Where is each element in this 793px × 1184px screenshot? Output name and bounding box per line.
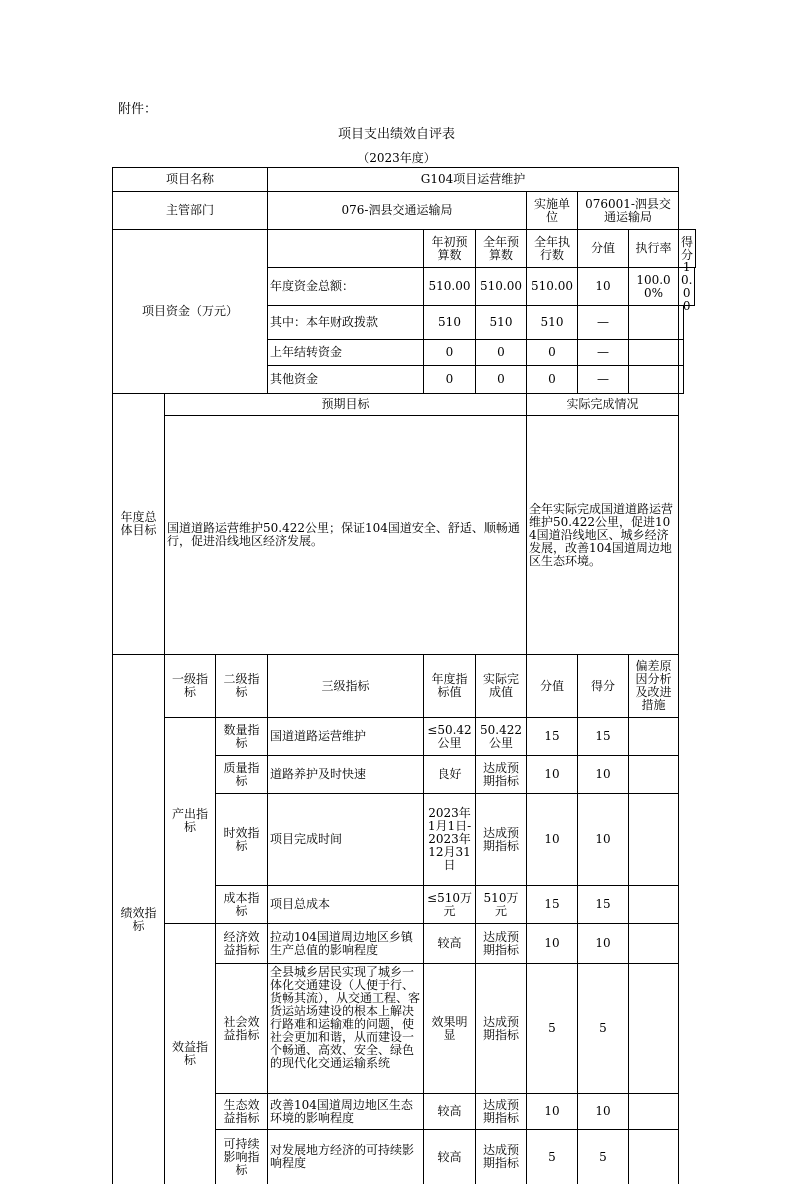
indicator-row-actual — [475, 1093, 527, 1130]
department-label-text: 主管部门 — [165, 203, 214, 217]
indicator-row-actual — [475, 923, 527, 964]
indicator-row-actual — [475, 793, 527, 886]
funds-header-3-text: 分值 — [590, 241, 615, 255]
indicator-row-score-text: 10 — [544, 832, 560, 846]
indicator-row-actual-text: 达成预期指标 — [482, 929, 519, 957]
funds-row-c1 — [423, 365, 476, 394]
indicator-row-score — [526, 885, 578, 924]
funds-row-c2-text: 0 — [497, 345, 505, 359]
funds-header-0 — [423, 229, 476, 268]
funds-row-c3-text: 0 — [548, 345, 556, 359]
funds-row-name-text: 其中：本年财政拨款 — [270, 315, 379, 329]
indicator-row-level3 — [267, 885, 424, 924]
indicator-row-target-text: ≤50.42公里 — [427, 722, 472, 750]
funds-row-c2 — [475, 267, 527, 306]
indicator-row-level3-text: 对发展地方经济的可持续影响程度 — [270, 1143, 415, 1170]
indicator-row-level2-text: 经济效益指标 — [223, 929, 260, 957]
funds-row-rate-text: 100.00% — [636, 272, 671, 300]
indicator-row-got — [577, 717, 629, 756]
funds-header-3 — [577, 229, 629, 268]
department-value — [267, 191, 527, 230]
indicator-row-target-text: 较高 — [437, 1149, 462, 1164]
funds-row-got — [678, 305, 684, 340]
goals-expected-text — [164, 415, 527, 655]
goals-expected-text-text: 国道道路运营维护50.422公里；保证104国道安全、舒适、顺畅通行，促进沿线地区经济发展。 — [167, 521, 520, 548]
indicator-row-actual-text: 达成预期指标 — [482, 825, 519, 853]
indicator-row-level3 — [267, 793, 424, 886]
indicator-group-output — [164, 717, 216, 924]
indicator-row-got-text: 5 — [599, 1021, 607, 1035]
indicator-row-actual-text: 50.422公里 — [480, 722, 522, 750]
indicator-row-score-text: 5 — [548, 1149, 556, 1164]
funds-row-rate — [628, 339, 679, 366]
indicator-row-note — [628, 717, 679, 756]
funds-header-4-text: 执行率 — [635, 241, 672, 255]
indicator-row-actual-text: 达成预期指标 — [482, 1143, 519, 1170]
funds-row-score-text: 10 — [595, 279, 611, 293]
indicator-group-output-text: 产出指标 — [171, 806, 208, 834]
funds-row-got-text: 10.00 — [681, 259, 693, 313]
indicator-row-target-text: 较高 — [437, 1104, 462, 1118]
indicator-row-target-text: 较高 — [437, 936, 462, 950]
implementer-label — [526, 191, 578, 230]
funds-header-4 — [628, 229, 679, 268]
indicator-header-level1 — [164, 654, 216, 718]
indicator-row-level2 — [215, 1093, 268, 1130]
indicator-row-got — [577, 963, 629, 1094]
indicator-row-level2 — [215, 963, 268, 1094]
indicator-group-benefit — [164, 923, 216, 1184]
goals-expected-header-text: 预期目标 — [321, 397, 370, 411]
implementer-label-text: 实施单位 — [533, 196, 570, 224]
implementer-value — [577, 191, 679, 230]
goals-label — [112, 393, 165, 655]
indicator-header-note — [628, 654, 679, 718]
indicator-row-score — [526, 717, 578, 756]
funds-row-c1-text: 510.00 — [428, 279, 471, 293]
department-label — [112, 191, 268, 230]
goals-actual-text — [526, 415, 679, 655]
indicator-row-level2-text: 质量指标 — [223, 760, 260, 788]
indicator-row-level2-text: 可持续影响指标 — [223, 1136, 260, 1177]
indicator-row-level3-text: 项目完成时间 — [270, 832, 343, 846]
indicator-row-target — [423, 1093, 476, 1130]
indicator-row-actual-text: 达成预期指标 — [482, 1097, 519, 1125]
indicator-row-score-text: 15 — [544, 897, 560, 911]
project-name-value-text: G104项目运营维护 — [420, 172, 526, 186]
indicator-row-got — [577, 1129, 629, 1184]
funds-header-2-text: 全年执行数 — [533, 234, 570, 262]
funds-row-c1 — [423, 305, 476, 340]
indicator-row-actual — [475, 885, 527, 924]
funds-row-c3 — [526, 365, 578, 394]
funds-row-got — [678, 339, 684, 366]
funds-row-score — [577, 365, 629, 394]
attachment-label: 附件： — [118, 102, 158, 117]
indicator-row-score-text: 15 — [544, 729, 560, 743]
indicator-row-got-text: 10 — [595, 767, 611, 781]
funds-row-c3-text: 0 — [548, 372, 556, 386]
indicator-row-target-text: ≤510万元 — [427, 890, 472, 918]
indicators-label-text: 绩效指标 — [120, 905, 157, 933]
indicator-row-note — [628, 1093, 679, 1130]
funds-row-score-text: — — [597, 345, 609, 359]
indicator-row-level2-text: 生态效益指标 — [223, 1097, 260, 1125]
funds-row-c2-text: 510 — [489, 315, 513, 329]
department-value-text: 076-泗县交通运输局 — [341, 203, 453, 217]
indicator-row-level3-text: 国道道路运营维护 — [270, 729, 367, 743]
indicator-header-note-text: 偏差原因分析及改进措施 — [635, 659, 672, 712]
indicator-row-level3-text: 改善104国道周边地区生态环境的影响程度 — [270, 1097, 413, 1125]
indicator-header-got-text: 得分 — [590, 678, 615, 693]
indicator-row-score-text: 5 — [548, 1021, 556, 1035]
indicator-row-score — [526, 1093, 578, 1130]
goals-actual-header — [526, 393, 679, 416]
funds-row-got — [678, 365, 684, 394]
indicator-row-got-text: 15 — [595, 897, 611, 911]
funds-row-c2 — [475, 339, 527, 366]
indicator-row-target — [423, 1129, 476, 1184]
indicator-row-got — [577, 885, 629, 924]
indicator-row-actual-text: 达成预期指标 — [482, 760, 519, 788]
indicator-row-got-text: 15 — [595, 729, 611, 743]
goals-label-text: 年度总体目标 — [120, 510, 157, 537]
indicator-header-score — [526, 654, 578, 718]
indicator-row-score — [526, 793, 578, 886]
funds-row-c1 — [423, 267, 476, 306]
indicator-row-target-text: 效果明显 — [431, 1014, 468, 1042]
indicators-label — [112, 654, 165, 1184]
funds-row-c2 — [475, 305, 527, 340]
funds-label — [112, 229, 268, 394]
funds-row-c1-text: 510 — [438, 315, 461, 329]
funds-row-name — [267, 365, 424, 394]
funds-row-c3 — [526, 305, 578, 340]
funds-header-1 — [475, 229, 527, 268]
indicator-row-level2 — [215, 755, 268, 794]
indicator-row-got-text: 5 — [599, 1149, 607, 1164]
funds-row-c3 — [526, 339, 578, 366]
indicator-row-score — [526, 1129, 578, 1184]
funds-header-5-text: 得分 — [681, 234, 694, 262]
indicator-row-level2-text: 数量指标 — [223, 722, 260, 750]
funds-row-c1-text: 0 — [445, 372, 454, 386]
indicator-row-score-text: 10 — [544, 1104, 560, 1118]
indicator-row-score — [526, 755, 578, 794]
indicator-row-note — [628, 885, 679, 924]
indicator-row-score-text: 10 — [544, 936, 560, 950]
indicator-header-level2 — [215, 654, 268, 718]
funds-row-c3-text: 510.00 — [531, 279, 573, 293]
indicator-row-got-text: 10 — [595, 936, 611, 950]
indicator-row-target — [423, 793, 476, 886]
indicator-header-target-text: 年度指标值 — [431, 672, 468, 699]
indicator-row-level3 — [267, 755, 424, 794]
indicator-row-level3-text: 拉动104国道周边地区乡镇生产总值的影响程度 — [270, 929, 413, 957]
indicator-row-got — [577, 923, 629, 964]
funds-header-1-text: 全年预算数 — [482, 234, 519, 262]
indicator-row-score — [526, 963, 578, 1094]
indicator-row-actual — [475, 755, 527, 794]
funds-row-c2-text: 0 — [497, 372, 505, 386]
indicator-row-note — [628, 923, 679, 964]
indicator-row-level2 — [215, 885, 268, 924]
indicator-row-note — [628, 1129, 679, 1184]
indicator-header-level3 — [267, 654, 424, 718]
indicator-row-actual-text: 510万元 — [483, 890, 519, 918]
funds-row-rate — [628, 267, 679, 306]
indicator-row-target — [423, 717, 476, 756]
indicator-row-target — [423, 885, 476, 924]
indicator-row-target — [423, 923, 476, 964]
indicator-row-score — [526, 923, 578, 964]
indicator-row-target — [423, 963, 476, 1094]
indicator-row-got — [577, 1093, 629, 1130]
indicator-header-level2-text: 二级指标 — [223, 672, 260, 699]
funds-row-score — [577, 339, 629, 366]
funds-row-name-text: 其他资金 — [270, 372, 319, 386]
funds-row-name — [267, 339, 424, 366]
goals-actual-header-text: 实际完成情况 — [566, 397, 639, 411]
project-name-label — [112, 167, 268, 192]
funds-row-name-text: 上年结转资金 — [270, 345, 343, 359]
indicator-row-level2 — [215, 923, 268, 964]
indicator-row-target-text: 2023年1月1日-2023年12月31日 — [427, 806, 472, 872]
indicator-row-actual-text: 达成预期指标 — [482, 1014, 519, 1042]
indicator-header-got — [577, 654, 629, 718]
document-title: 项目支出绩效自评表 — [337, 127, 455, 142]
indicator-row-got — [577, 793, 629, 886]
indicator-header-score-text: 分值 — [539, 678, 564, 693]
indicator-row-got-text: 10 — [595, 1104, 611, 1118]
indicator-row-note — [628, 793, 679, 886]
indicator-row-level3 — [267, 717, 424, 756]
funds-row-rate — [628, 365, 679, 394]
indicator-row-note — [628, 963, 679, 1094]
project-name-label-text: 项目名称 — [165, 172, 214, 186]
indicator-row-note — [628, 755, 679, 794]
indicator-row-actual — [475, 1129, 527, 1184]
indicator-row-score-text: 10 — [544, 767, 560, 781]
funds-row-score-text: — — [597, 315, 609, 329]
funds-row-score-text: — — [597, 372, 609, 386]
implementer-value-text: 076001-泗县交通运输局 — [585, 196, 671, 224]
funds-row-name-text: 年度资金总额： — [270, 279, 355, 293]
indicator-row-level2 — [215, 717, 268, 756]
indicator-row-level2 — [215, 1129, 268, 1184]
indicator-row-actual — [475, 717, 527, 756]
indicator-header-level3-text: 三级指标 — [321, 678, 370, 693]
funds-row-c3-text: 510 — [540, 315, 564, 329]
funds-row-name — [267, 267, 424, 306]
indicator-row-target-text: 良好 — [437, 767, 462, 781]
funds-header-0-text: 年初预算数 — [431, 234, 468, 262]
funds-row-c3 — [526, 267, 578, 306]
indicator-row-level3-text: 道路养护及时快速 — [270, 767, 367, 781]
project-name-value — [267, 167, 679, 192]
funds-header-blank — [267, 229, 424, 268]
indicator-row-level3-text: 全县城乡居民实现了城乡一体化交通建设（人便于行、货畅其流），从交通工程、客货运站场建设的根本上解决行路难和运输难的问题，使社会更加和谐，从而建设一个畅通、高效、安全、绿色的现代化交通运输系统 — [270, 965, 421, 1070]
funds-row-c1 — [423, 339, 476, 366]
indicator-row-level3-text: 项目总成本 — [270, 897, 331, 911]
funds-row-score — [577, 305, 629, 340]
indicator-row-level3 — [267, 923, 424, 964]
indicator-row-level2-text: 成本指标 — [223, 890, 260, 918]
funds-row-name — [267, 305, 424, 340]
funds-label-text: 项目资金（万元） — [141, 304, 238, 318]
funds-row-score — [577, 267, 629, 306]
document-year: （2023年度） — [357, 151, 436, 165]
indicator-header-actual — [475, 654, 527, 718]
indicator-row-level3 — [267, 963, 424, 1094]
indicator-row-level2-text: 社会效益指标 — [223, 1014, 260, 1042]
indicator-row-got — [577, 755, 629, 794]
funds-row-c2-text: 510.00 — [480, 279, 522, 293]
indicator-row-level3 — [267, 1129, 424, 1184]
indicator-row-level2-text: 时效指标 — [223, 825, 260, 853]
indicator-row-got-text: 10 — [595, 832, 611, 846]
indicator-row-level2 — [215, 793, 268, 886]
indicator-row-actual — [475, 963, 527, 1094]
indicator-header-target — [423, 654, 476, 718]
goals-actual-text-text: 全年实际完成国道道路运营维护50.422公里，促进104国道沿线地区、城乡经济发展，改善104国道周边地区生态环境。 — [529, 501, 674, 568]
indicator-row-level3 — [267, 1093, 424, 1130]
indicator-header-level1-text: 一级指标 — [171, 672, 208, 699]
indicator-row-target — [423, 755, 476, 794]
goals-expected-header — [164, 393, 527, 416]
funds-row-c1-text: 0 — [445, 345, 454, 359]
funds-header-2 — [526, 229, 578, 268]
funds-row-c2 — [475, 365, 527, 394]
funds-row-rate — [628, 305, 679, 340]
indicator-header-actual-text: 实际完成值 — [482, 672, 519, 699]
indicator-group-benefit-text: 效益指标 — [171, 1040, 208, 1067]
funds-row-got — [678, 259, 695, 313]
